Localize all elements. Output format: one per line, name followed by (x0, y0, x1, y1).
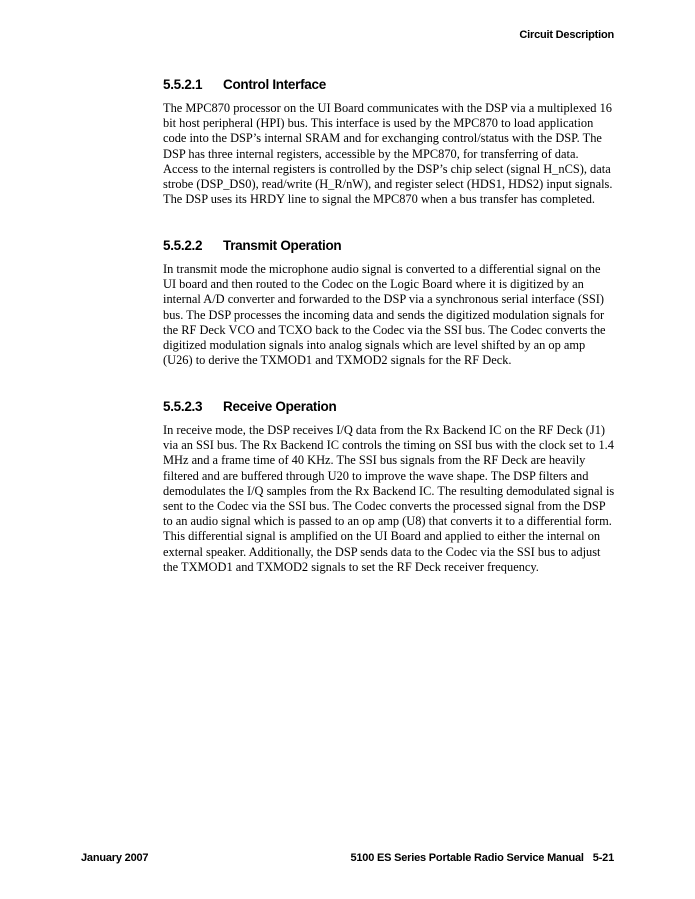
section-control-interface (163, 77, 615, 207)
section-heading (163, 399, 615, 414)
footer-right (350, 852, 614, 864)
section-title: Control Interface (223, 77, 326, 92)
running-header-title: Circuit Description (519, 29, 614, 41)
section-body-text: The MPC870 processor on the UI Board communicates with the DSP via a multiplexed 16 bit host peripheral (HPI) bus. This interface is used by the MPC870 to load application code into the DSP’s internal SRAM and for exchanging control/status with the DSP. The DSP has three internal registers, accessible by the MPC870, for transferring of data. Access to the internal registers is controlled by the DSP’s chip select (signal H_nCS), data strobe (DSP_DS0), read/write (H_R/nW), and register select (HDS1, HDS2) input signals. The DSP uses its HRDY line to signal the MPC870 when a bus transfer has completed. (163, 101, 613, 207)
footer-page-number: 5-21 (592, 852, 614, 864)
section-body-text: In receive mode, the DSP receives I/Q data from the Rx Backend IC on the RF Deck (J1) via an SSI bus. The Rx Backend IC controls the timing on SSI bus with the clock set to 1.4 MHz and a frame time of 40 KHz. The SSI bus signals from the RF Deck are heavily filtered and are buffered through U20 to improve the wave shape. The DSP filters and demodulates the I/Q samples from the Rx Backend IC. The resulting demodulated signal is sent to the Codec via the SSI bus. The Codec converts the processed signal from the DSP to an audio signal which is passed to an op amp (U8) that converts it to a differential form. This differential signal is amplified on the UI Board and applied to either the internal on external speaker. Additionally, the DSP sends data to the Codec via the SSI bus to adjust the TXMOD1 and TXMOD2 signals to set the RF Deck receiver frequency. (163, 423, 615, 574)
section-title: Transmit Operation (223, 238, 342, 253)
section-receive-operation (163, 399, 615, 575)
section-number: 5.5.2.3 (163, 399, 203, 414)
section-title: Receive Operation (223, 399, 337, 414)
section-heading (163, 77, 615, 92)
section-body-text: In transmit mode the microphone audio signal is converted to a differential signal on the UI board and then routed to the Codec on the Logic Board where it is digitized by an internal A/D converter and forwarded to the DSP via a synchronous serial interface (SSI) bus. The DSP processes the incoming data and sends the digitized modulation signals for the RF Deck VCO and TCXO back to the Codec via the SSI bus. The Codec converts the digitized modulation signals into analog signals which are level shifted by an op amp (U26) to derive the TXMOD1 and TXMOD2 signals for the RF Deck. (163, 262, 606, 368)
section-number: 5.5.2.2 (163, 238, 203, 253)
section-heading (163, 238, 615, 253)
footer-manual-title: 5100 ES Series Portable Radio Service Manual (350, 852, 584, 864)
footer-date: January 2007 (81, 852, 149, 864)
section-number: 5.5.2.1 (163, 77, 203, 92)
section-transmit-operation (163, 238, 615, 368)
